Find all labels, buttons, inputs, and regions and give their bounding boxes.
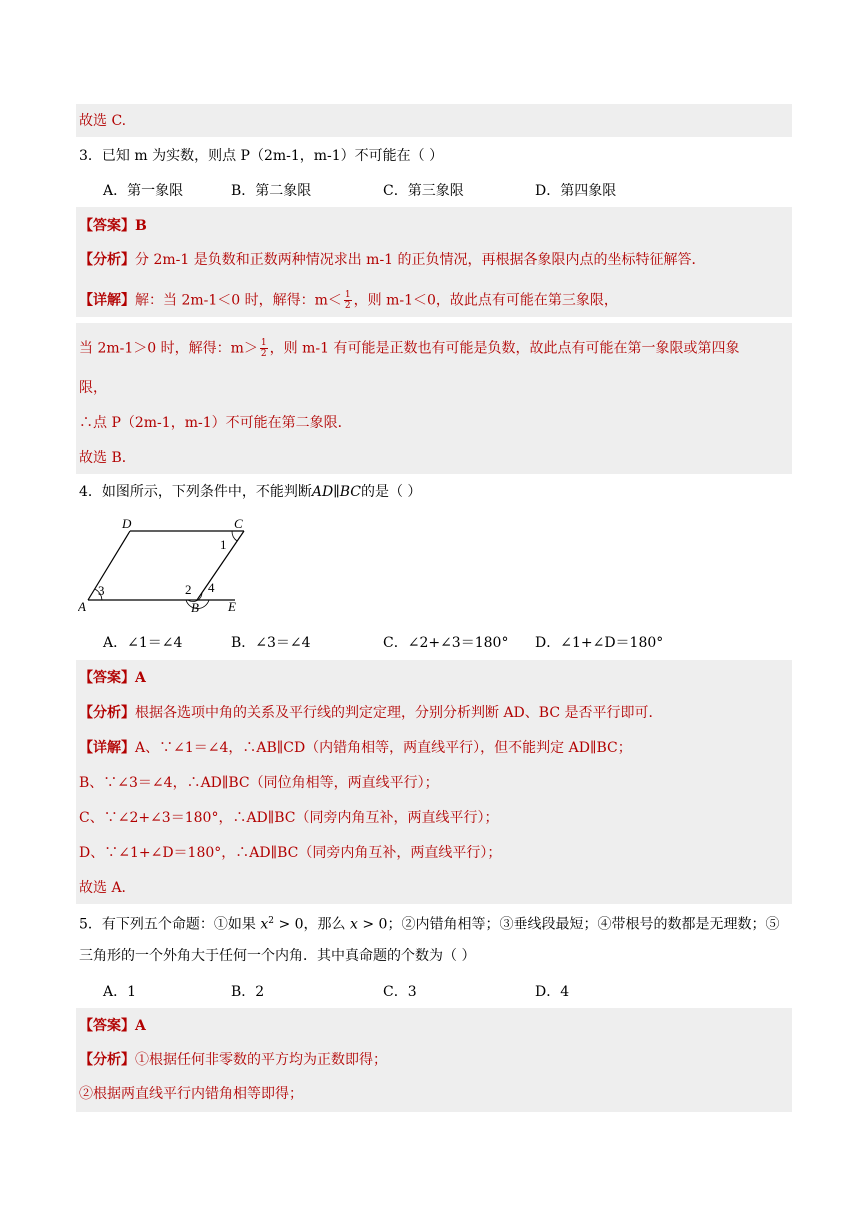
stem-text: 的是（ ）	[360, 484, 422, 500]
q5-option-a: A．1	[103, 984, 137, 1000]
q4-detail-d: D、∵∠1+∠D＝180°，∴AD∥BC（同旁内角互补，两直线平行）；	[79, 845, 502, 861]
detail-tag: 【详解】	[79, 740, 135, 756]
q4-option-d: D．∠1+∠D＝180°	[535, 635, 664, 651]
stem-text: 5．有下列五个命题：①如果	[79, 916, 261, 933]
stem-math: AD∥BC	[311, 484, 361, 500]
label-e: E	[228, 599, 236, 614]
q4-detail-a	[79, 738, 632, 758]
detail-text: A、∵∠1＝∠4，∴AB∥CD（内错角相等，两直线平行），但不能判定 AD∥BC；	[135, 740, 632, 756]
angle-arc-1	[232, 531, 237, 541]
stem-text: > 0，那么	[274, 916, 350, 933]
q5-option-b: B．2	[231, 984, 265, 1000]
answer-box-top	[76, 104, 792, 137]
fraction-half: $\frac{1}{2}$	[260, 338, 267, 359]
q3-detail-line-3: 限，	[79, 380, 107, 396]
q5-stem-line-2: 三角形的一个外角大于任何一个内角．其中真命题的个数为（ ）	[79, 948, 476, 964]
detail-tag: 【详解】	[79, 292, 135, 309]
q4-analysis	[79, 703, 663, 723]
q5-analysis-1	[79, 1050, 387, 1070]
q3-option-c: C．第三象限	[383, 183, 464, 199]
q3-option-b: B．第二象限	[231, 183, 312, 199]
q3-detail-line-1	[79, 290, 618, 311]
detail-text: ，则 m-1 有可能是正数也有可能是负数，故此点有可能在第一象限或第四象	[269, 340, 740, 357]
q3-answer: 【答案】B	[79, 218, 147, 234]
analysis-tag: 【分析】	[79, 1052, 135, 1068]
label-a: A	[78, 599, 86, 614]
label-angle-2: 2	[185, 582, 192, 597]
analysis-tag: 【分析】	[79, 705, 135, 721]
detail-text: 解：当 2m-1＜0 时，解得：m＜	[135, 292, 342, 309]
q3-option-a: A．第一象限	[103, 183, 184, 199]
stem-text: 4．如图所示，下列条件中，不能判断	[79, 484, 312, 500]
q4-option-a: A．∠1＝∠4	[103, 635, 183, 651]
fraction-half: $\frac{1}{2}$	[344, 290, 351, 311]
q5-option-d: D．4	[535, 984, 570, 1000]
q5-stem-line-1	[79, 911, 779, 935]
analysis-text: 根据各选项中角的关系及平行线的判定定理，分别分析判断 AD、BC 是否平行即可．	[135, 705, 663, 721]
stem-math: x	[350, 916, 358, 933]
stem-exponent: 2	[268, 916, 274, 926]
stem-text: > 0；②内错角相等；③垂线段最短；④带根号的数都是无理数；⑤	[357, 916, 780, 933]
label-d: D	[122, 516, 132, 531]
detail-text: ，则 m-1＜0，故此点有可能在第三象限，	[353, 292, 618, 309]
analysis-tag: 【分析】	[79, 252, 135, 268]
q3-option-d: D．第四象限	[535, 183, 617, 199]
line-ad	[88, 531, 130, 600]
q4-detail-c: C、∵∠2+∠3＝180°，∴AD∥BC（同旁内角互补，两直线平行）；	[79, 810, 499, 826]
label-b: B	[191, 600, 199, 615]
label-angle-3: 3	[98, 583, 105, 598]
q3-detail-line-4: ∴点 P（2m-1，m-1）不可能在第二象限．	[79, 415, 352, 431]
detail-text: 当 2m-1＞0 时，解得：m＞	[79, 340, 258, 357]
q3-conclusion: 故选 B．	[79, 450, 136, 466]
q3-detail-line-2	[79, 338, 739, 359]
top-conclusion: 故选 C.	[79, 113, 127, 129]
analysis-text: ①根据任何非零数的平方均为正数即得；	[135, 1052, 387, 1068]
q4-answer: 【答案】A	[79, 670, 146, 686]
label-angle-1: 1	[220, 537, 227, 552]
label-angle-4: 4	[208, 580, 215, 595]
q4-stem	[79, 482, 421, 502]
q4-conclusion: 故选 A．	[79, 880, 136, 896]
q3-stem: 3．已知 m 为实数，则点 P（2m-1，m-1）不可能在（ ）	[79, 148, 444, 164]
analysis-text: 分 2m-1 是负数和正数两种情况求出 m-1 的正负情况，再根据各象限内点的坐标特征解答．	[135, 252, 706, 268]
q3-analysis	[79, 250, 706, 270]
q5-option-c: C．3	[383, 984, 417, 1000]
q5-analysis-2: ②根据两直线平行内错角相等即得；	[79, 1086, 303, 1102]
q4-option-b: B．∠3＝∠4	[231, 635, 311, 651]
parallelogram-figure	[78, 514, 258, 618]
q4-option-c: C．∠2+∠3＝180°	[383, 635, 509, 651]
q5-answer: 【答案】A	[79, 1018, 146, 1034]
label-c: C	[234, 516, 243, 531]
q4-detail-b: B、∵∠3＝∠4，∴AD∥BC（同位角相等，两直线平行）；	[79, 775, 439, 791]
stem-math: x	[260, 916, 269, 933]
